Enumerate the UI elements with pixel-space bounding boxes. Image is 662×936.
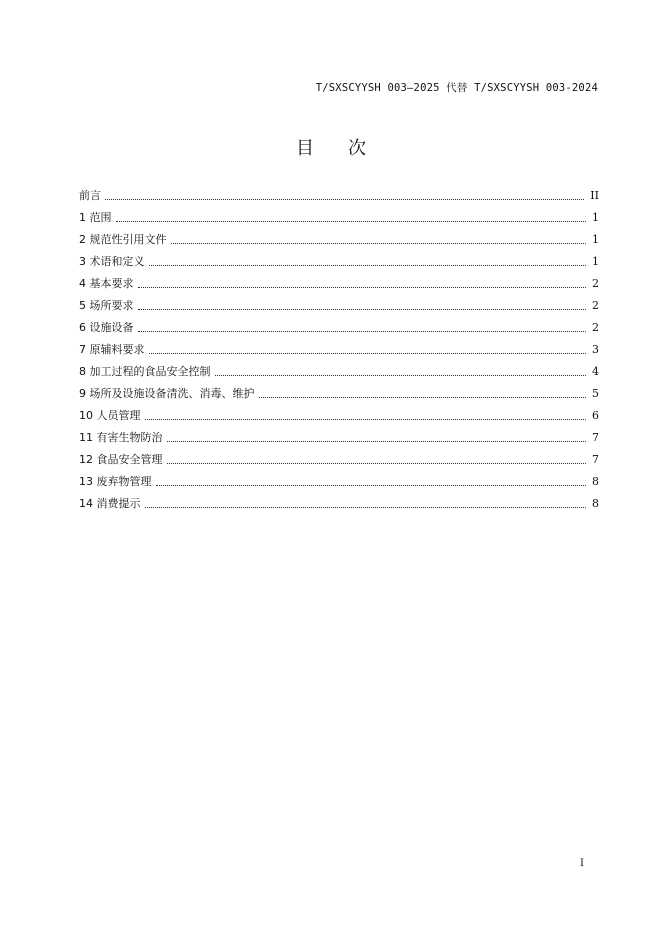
toc-entry-page: 7 [592, 453, 599, 466]
toc-entry-page: II [590, 189, 599, 202]
toc-entry-process-control[interactable] [79, 357, 599, 379]
page-number: I [580, 858, 584, 869]
toc-entry-basic-requirements[interactable] [79, 269, 599, 291]
dot-leader [116, 221, 587, 222]
toc-entry-label: 5 场所要求 [79, 299, 134, 312]
dot-leader [105, 199, 584, 200]
dot-leader [138, 331, 587, 332]
toc-entry-label: 6 设施设备 [79, 321, 134, 334]
toc-entry-terms-definitions[interactable] [79, 247, 599, 269]
toc-entry-waste-management[interactable] [79, 467, 599, 489]
toc-entry-scope[interactable] [79, 203, 599, 225]
dot-leader [138, 287, 587, 288]
toc-entry-label: 4 基本要求 [79, 277, 134, 290]
standard-identifier: T/SXSCYYSH 003—2025 代替 T/SXSCYYSH 003-2024 [315, 82, 598, 94]
dot-leader [149, 353, 587, 354]
toc-entry-page: 5 [592, 387, 599, 400]
toc-entry-label: 3 术语和定义 [79, 255, 145, 268]
toc-entry-page: 2 [592, 321, 599, 334]
toc-entry-page: 7 [592, 431, 599, 444]
toc-entry-label: 11 有害生物防治 [79, 431, 163, 444]
toc-entry-label: 8 加工过程的食品安全控制 [79, 365, 211, 378]
dot-leader [149, 265, 587, 266]
toc-entry-label: 9 场所及设施设备清洗、消毒、维护 [79, 387, 255, 400]
dot-leader [215, 375, 587, 376]
toc-entry-page: 1 [592, 255, 599, 268]
dot-leader [171, 243, 587, 244]
toc-entry-label: 前言 [79, 189, 101, 202]
dot-leader [145, 419, 587, 420]
toc-entry-premises-requirements[interactable] [79, 291, 599, 313]
toc-entry-label: 2 规范性引用文件 [79, 233, 167, 246]
toc-entry-label: 7 原辅料要求 [79, 343, 145, 356]
toc-entry-label: 1 范围 [79, 211, 112, 224]
toc-entry-food-safety-management[interactable] [79, 445, 599, 467]
toc-entry-page: 2 [592, 299, 599, 312]
dot-leader [156, 485, 587, 486]
dot-leader [138, 309, 587, 310]
toc-entry-page: 2 [592, 277, 599, 290]
toc-entry-normative-references[interactable] [79, 225, 599, 247]
toc-entry-page: 3 [592, 343, 599, 356]
toc-entry-personnel-management[interactable] [79, 401, 599, 423]
dot-leader [167, 463, 587, 464]
toc-entry-cleaning-maintenance[interactable] [79, 379, 599, 401]
toc-entry-raw-materials[interactable] [79, 335, 599, 357]
page-title: 目次 [296, 138, 400, 159]
dot-leader [259, 397, 587, 398]
dot-leader [167, 441, 587, 442]
dot-leader [145, 507, 587, 508]
toc-entry-label: 12 食品安全管理 [79, 453, 163, 466]
toc-entry-page: 8 [592, 497, 599, 510]
toc-entry-label: 10 人员管理 [79, 409, 141, 422]
toc-entry-page: 1 [592, 233, 599, 246]
toc-entry-label: 14 消费提示 [79, 497, 141, 510]
toc-entry-label: 13 废弃物管理 [79, 475, 152, 488]
toc-entry-facilities-equipment[interactable] [79, 313, 599, 335]
toc-entry-preface[interactable] [79, 181, 599, 203]
toc-entry-pest-control[interactable] [79, 423, 599, 445]
toc-entry-page: 4 [592, 365, 599, 378]
toc-entry-page: 8 [592, 475, 599, 488]
toc-entry-page: 1 [592, 211, 599, 224]
toc-entry-consumer-advice[interactable] [79, 489, 599, 511]
table-of-contents [79, 181, 599, 511]
toc-entry-page: 6 [592, 409, 599, 422]
